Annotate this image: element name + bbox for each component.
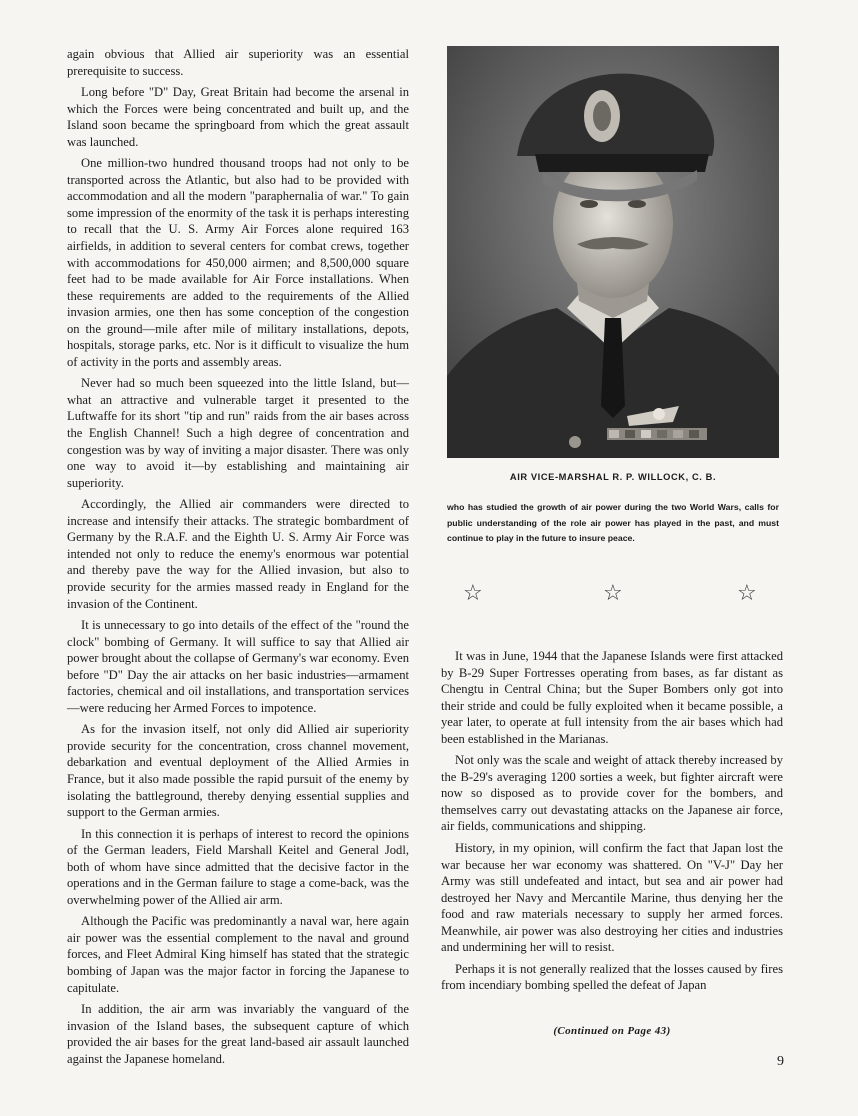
paragraph: Never had so much been squeezed into the little Island, but—what an attractive and vulnerable target it presented to the Luftwaffe for its short "tip and run" raids from the air bases across the English Channel! Such a high degree of concentration and congestion was by way of inviting a major disaster. There was only one way to avoid it—by establishing and maintaining air superiority. — [67, 376, 409, 490]
paragraph: Perhaps it is not generally realized that the losses caused by fires from incendiary bombing spelled the defeat of Japan — [441, 961, 783, 993]
photo-caption-title: AIR VICE-MARSHAL R. P. WILLOCK, C. B. — [509, 472, 717, 482]
portrait-illustration — [447, 46, 779, 458]
paragraph: again obvious that Allied air superiority was an essential prerequisite to success. — [67, 47, 409, 78]
photo-caption-text: who has studied the growth of air power during the two World Wars, calls for public understanding of the role air power has played in the past, and must continue to play in the future to insure peace. — [447, 502, 779, 544]
star-icon: ☆ — [603, 581, 623, 606]
paragraph: As for the invasion itself, not only did Allied air superiority provide security for the concentration, cross channel movement, debarkation and eventual deployment of the Allied Armies in France, but it also made possible the rapid pursuit of the enemy by isolating the battleground, thereby denying essential supplies and support to the German armies. — [67, 722, 409, 820]
paragraph: Not only was the scale and weight of attack thereby increased by the B-29's averaging 1200 sorties a week, but fighter aircraft were now so disposed as to provide cover for the bombers, and themselves carry out devastating attacks on the Japanese air force, air fields, communications and shipping. — [441, 753, 783, 834]
page-number: 9 — [777, 1054, 784, 1069]
right-article-column — [441, 648, 783, 999]
paragraph: Long before "D" Day, Great Britain had become the arsenal in which the Forces were being concentrated and built up, and the Island soon became the springboard from which the great assault was launched. — [67, 85, 409, 149]
paragraph: It is unnecessary to go into details of the effect of the "round the clock" bombing of Germany. It will suffice to say that Allied air power brought about the collapse of Germany's war economy. Even before "D" Day the air attacks on her basic industries—armament factories, chemical and oil installations, and transportation services—were reducing her Armed Forces to impotence. — [67, 618, 409, 715]
star-icon: ☆ — [463, 581, 483, 606]
left-article-column — [67, 46, 409, 1072]
paragraph: In addition, the air arm was invariably the vanguard of the invasion of the Island bases, the subsequent capture of which provided the air bases for the great land-based air assault launched against the Japanese homeland. — [67, 1002, 409, 1066]
portrait-photo — [447, 46, 779, 458]
continued-note: (Continued on Page 43) — [553, 1025, 671, 1037]
paragraph: Although the Pacific was predominantly a naval war, here again air power was the essential complement to the naval and ground forces, and Fleet Admiral King himself has stated that the strategic bombing of Japan was the major factor in forcing the Japanese to capitulate. — [67, 914, 409, 995]
star-icon: ☆ — [737, 581, 757, 606]
paragraph: In this connection it is perhaps of interest to record the opinions of the German leaders, Field Marshall Keitel and General Jodl, both of whom have since admitted that the decisive factor in the operations and in the German failure to stage a come-back, was the overwhelming power of the Allied air arm. — [67, 826, 409, 907]
paragraph: History, in my opinion, will confirm the fact that Japan lost the war because her war economy was shattered. On "V-J" Day her Army was still undefeated and intact, but sea and air power had destroyed her Navy and Mercantile Marine, thus denying her the food and raw materials necessary to supply her armed forces. Meanwhile, air power was also destroying her cities and industries and undermining her will to resist. — [441, 841, 783, 955]
star-separator — [447, 581, 779, 611]
paragraph: Accordingly, the Allied air commanders were directed to increase and intensify their attacks. The strategic bombardment of Germany by the R.A.F. and the Eighth U. S. Army Air Force was intended not only to reduce the enemy's enormous war potential and thereby pave the way for the Allied invasion, but also to provide security for the armies massed ready in England for the invasion of the Continent. — [67, 497, 409, 611]
paragraph: One million-two hundred thousand troops had not only to be transported across the Atlantic, but also had to be provided with accommodation and all the modern "paraphernalia of war." To gain some impression of the enormity of the task it is perhaps interesting to recall that the U. S. Army Air Forces alone required 163 airfields, in addition to several centers for combat crews, together with accommodations for 450,000 airmen; and 8,500,000 square feet had to be made available for Air Force installations. When these requirements are added to the requirements of the Allied invasion armies, one then has some conception of the congestion on the ground—mile after mile of military installations, depots, hospitals, storage parks, etc. Nor is it difficult to visualize the hum of activity in the ports and assembly areas. — [67, 156, 409, 369]
paragraph: It was in June, 1944 that the Japanese Islands were first attacked by B-29 Super Fortresses operating from bases, as far distant as Chengtu in Central China; but the Super Bombers only got into their stride and could be fully exploited when it became possible, a year later, to operate at full intensity from the air bases which had been established in the Marianas. — [441, 649, 783, 746]
